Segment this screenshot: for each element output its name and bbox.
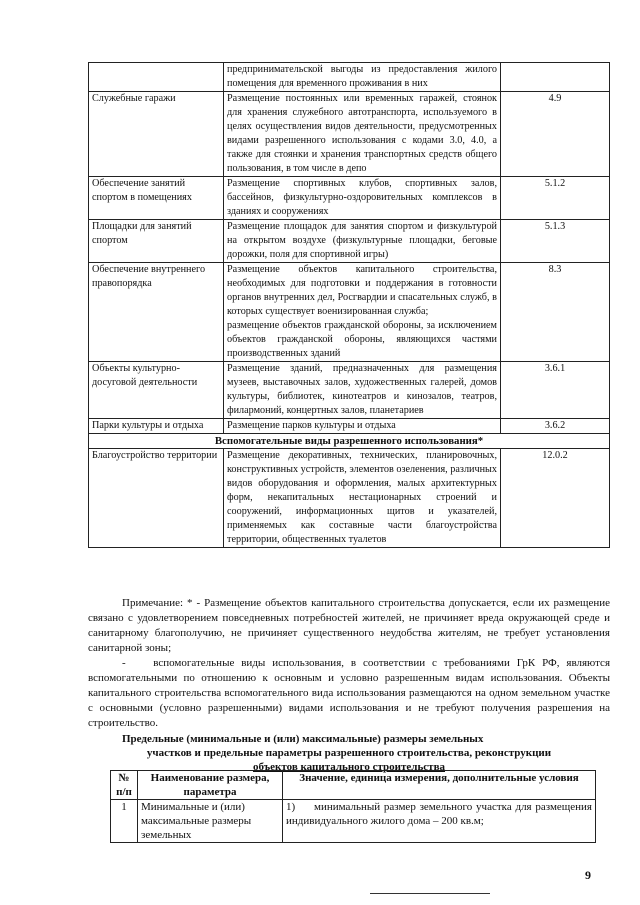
- params-table: [110, 770, 596, 843]
- use-description-part2: размещение объектов гражданской обороны, за исключением объектов гражданской обороны, являющихся частями производственных зданий: [227, 320, 497, 359]
- use-name: Обеспечение внутреннего правопорядка: [89, 263, 224, 362]
- use-code: 4.9: [501, 92, 610, 177]
- use-name: Площадки для занятий спортом: [89, 220, 224, 263]
- use-code: 12.0.2: [501, 449, 610, 548]
- table-row: [89, 63, 610, 92]
- use-name: Служебные гаражи: [89, 92, 224, 177]
- use-code: 3.6.2: [501, 419, 610, 434]
- table-row: [89, 263, 610, 362]
- table-row: [89, 362, 610, 419]
- note-paragraph: Примечание: * - Размещение объектов капитального строительства допускается, если их размещение связано с удовлетворением повседневных потребностей жителей, не причиняет вреда окружающей среде и санитарному благополучию, не причиняет существенного неудобства жителям, не требует установления санитарной зоны;: [88, 597, 610, 654]
- table-row: [89, 419, 610, 434]
- use-name: Объекты культурно-досуговой деятельности: [89, 362, 224, 419]
- section-row: [89, 434, 610, 449]
- use-name: [89, 63, 224, 92]
- col-header-number: № п/п: [111, 771, 138, 800]
- use-code: 5.1.2: [501, 177, 610, 220]
- use-description: Размещение спортивных клубов, спортивных залов, бассейнов, физкультурно-оздоровительных комплексов в зданиях и сооружениях: [224, 177, 501, 220]
- table-row: [89, 177, 610, 220]
- footer-divider: [370, 893, 490, 894]
- use-name: Благоустройство территории: [89, 449, 224, 548]
- table-row: [89, 92, 610, 177]
- param-value: 1) минимальный размер земельного участка для размещения индивидуального жилого дома – 200 кв.м;: [283, 800, 596, 843]
- use-description: Размещение зданий, предназначенных для размещения музеев, выставочных залов, художественных галерей, домов культуры, библиотек, кинотеатров и кинозалов, театров, филармоний, концертных залов, планетариев: [224, 362, 501, 419]
- table-row: [111, 800, 596, 843]
- note-bullet: - вспомогательные виды использования, в соответствии с требованиями ГрК РФ, являются вспомогательными по отношению к основным и условно разрешенным видам использования. Объекты капитального строительства вспомогательного вида использования размещаются на одном земельном участке с основными (условно разрешенными) видами использования и не требуют получения разрешения на строительство.: [88, 657, 610, 729]
- use-code: [501, 63, 610, 92]
- table-row: [89, 220, 610, 263]
- use-code: 5.1.3: [501, 220, 610, 263]
- use-code: 3.6.1: [501, 362, 610, 419]
- use-description: Размещение парков культуры и отдыха: [224, 419, 501, 434]
- table-row: [89, 449, 610, 548]
- use-description: предпринимательской выгоды из предоставления жилого помещения для временного проживания в них: [224, 63, 501, 92]
- use-description: [224, 263, 501, 362]
- use-description: Размещение постоянных или временных гаражей, стоянок для хранения служебного автотранспорта, используемого в целях осуществления видов деятельности, предусмотренных видами разрешенного использования с кодами 3.0, 4.0, а также для стоянки и хранения транспортных средств общего пользования, в том числе в депо: [224, 92, 501, 177]
- row-number: 1: [111, 800, 138, 843]
- section-heading: [88, 732, 610, 774]
- col-header-name: Наименование размера, параметра: [138, 771, 283, 800]
- use-description-part1: Размещение объектов капитального строительства, необходимых для подготовки и поддержания в готовности органов внутренних дел, Росгвардии и спасательных служб, в которых существует военизированная служба;: [227, 264, 497, 317]
- use-code: 8.3: [501, 263, 610, 362]
- notes-block: [88, 596, 610, 731]
- land-use-table: [88, 62, 610, 548]
- use-description: Размещение декоративных, технических, планировочных, конструктивных устройств, элементов озеленения, различных видов оборудования и оформления, малых архитектурных форм, некапитальных нестационарных строений и сооружений, информационных щитов и указателей, применяемых как составные части благоустройства территории, общественных туалетов: [224, 449, 501, 548]
- heading-line-3: объектов капитального строительства: [252, 761, 446, 773]
- page-number: 9: [585, 868, 591, 882]
- table-header-row: [111, 771, 596, 800]
- use-description: Размещение площадок для занятия спортом и физкультурой на открытом воздухе (физкультурные площадки, беговые дорожки, поля для спортивной игры): [224, 220, 501, 263]
- heading-line-2: участков и предельные параметры разрешенного строительства, реконструкции: [146, 747, 552, 759]
- use-name: Обеспечение занятий спортом в помещениях: [89, 177, 224, 220]
- heading-line-1: Предельные (минимальные и (или) максимальные) размеры земельных: [122, 733, 484, 745]
- param-name: Минимальные и (или) максимальные размеры земельных: [138, 800, 283, 843]
- section-title: Вспомогательные виды разрешенного использования*: [89, 434, 610, 449]
- use-name: Парки культуры и отдыха: [89, 419, 224, 434]
- col-header-value: Значение, единица измерения, дополнительные условия: [283, 771, 596, 800]
